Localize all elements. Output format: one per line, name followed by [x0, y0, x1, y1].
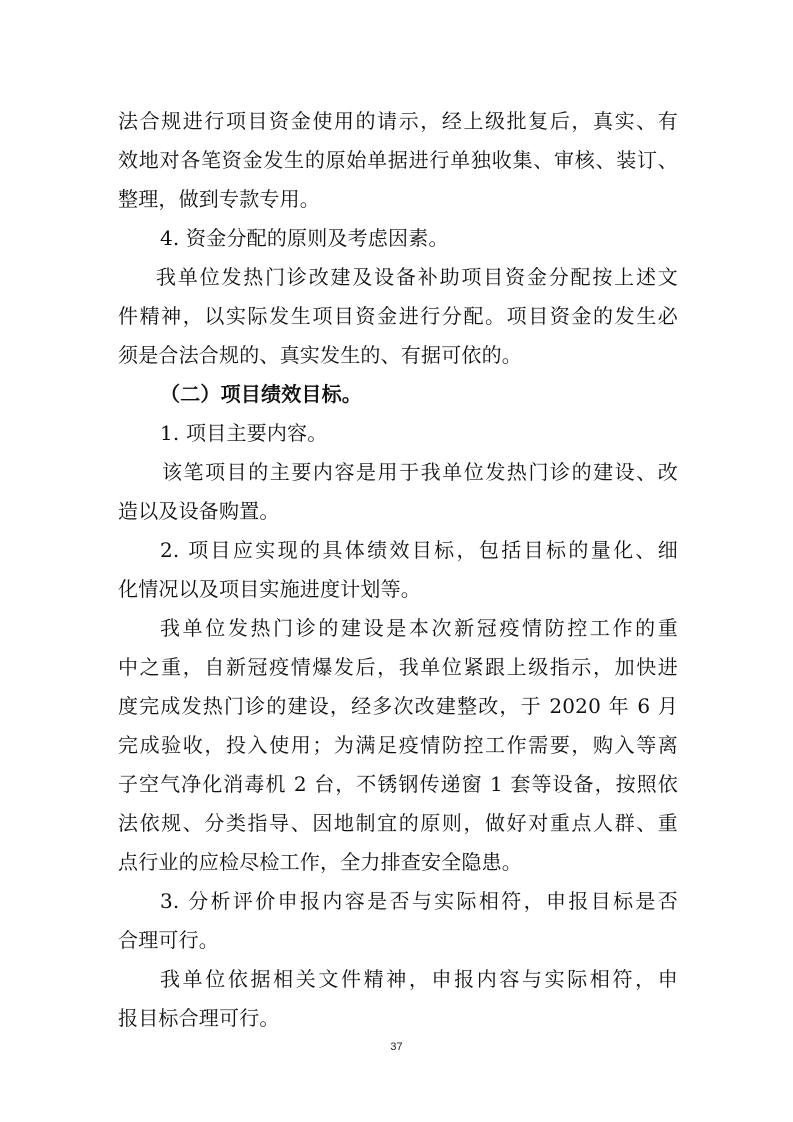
paragraph-line: 我单位发热门诊改建及设备补助项目资金分配按上述文: [156, 265, 678, 289]
paragraph-line: 点行业的应检尽检工作，全力排查安全隐患。: [118, 850, 522, 874]
section-item-4: 4. 资金分配的原则及考虑因素。: [160, 226, 449, 250]
paragraph-line: 报目标合理可行。: [118, 1006, 280, 1030]
paragraph-line: 我单位依据相关文件精神，申报内容与实际相符，申: [160, 967, 678, 991]
section-item-2: 2. 项目应实现的具体绩效目标，包括目标的量化、细: [160, 538, 678, 562]
paragraph-line: 造以及设备购置。: [118, 499, 280, 523]
paragraph-line: 合理可行。: [118, 928, 219, 952]
paragraph-line: 该笔项目的主要内容是用于我单位发热门诊的建设、改: [162, 460, 678, 484]
paragraph-line: 中之重，自新冠疫情爆发后，我单位紧跟上级指示，加快进: [118, 655, 678, 679]
section-item-1: 1. 项目主要内容。: [160, 421, 328, 445]
paragraph-line: 完成验收，投入使用；为满足疫情防控工作需要，购入等离: [118, 733, 678, 757]
paragraph-line: 我单位发热门诊的建设是本次新冠疫情防控工作的重: [160, 616, 678, 640]
section-heading: （二）项目绩效目标。: [160, 382, 362, 406]
section-item-3: 3. 分析评价申报内容是否与实际相符，申报目标是否: [160, 889, 678, 913]
paragraph-line: 子空气净化消毒机 2 台，不锈钢传递窗 1 套等设备，按照依: [118, 772, 678, 796]
paragraph-line: 件精神，以实际发生项目资金进行分配。项目资金的发生必: [118, 304, 678, 328]
paragraph-line: 度完成发热门诊的建设，经多次改建整改，于 2020 年 6 月: [118, 694, 678, 718]
paragraph-line: 法合规进行项目资金使用的请示，经上级批复后，真实、有: [118, 109, 678, 133]
paragraph-line: 效地对各笔资金发生的原始单据进行单独收集、审核、装订、: [118, 148, 678, 172]
paragraph-line: 须是合法合规的、真实发生的、有据可依的。: [118, 343, 522, 367]
paragraph-line: 整理，做到专款专用。: [118, 187, 320, 211]
page-number: 37: [390, 1041, 403, 1053]
paragraph-line: 化情况以及项目实施进度计划等。: [118, 577, 421, 601]
paragraph-line: 法依规、分类指导、因地制宜的原则，做好对重点人群、重: [118, 811, 678, 835]
